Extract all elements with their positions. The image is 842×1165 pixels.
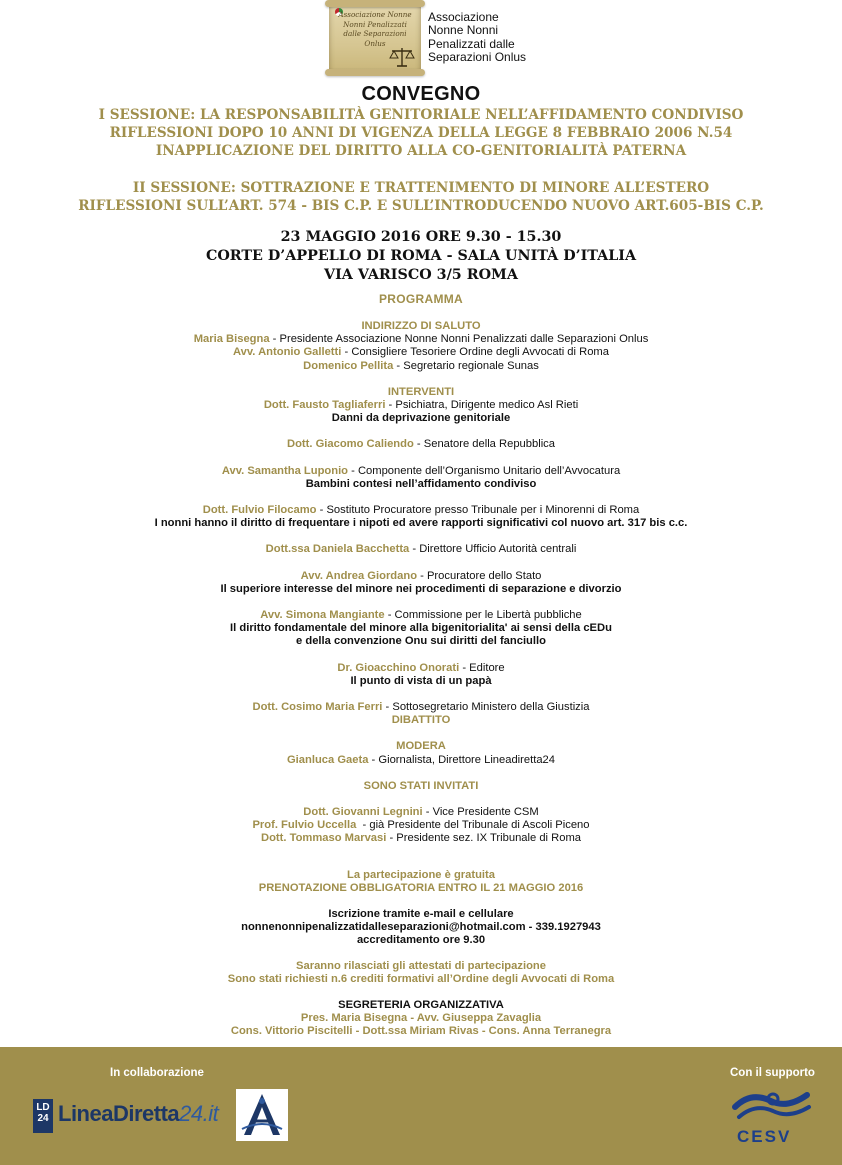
secretariat-line: Pres. Maria Bisegna - Avv. Giuseppa Zavaglia xyxy=(300,1012,542,1025)
speaker-name: Dott. Cosimo Maria Ferri xyxy=(252,701,383,714)
speaker-line xyxy=(0,333,842,346)
participation-info xyxy=(0,869,842,895)
secretariat-heading: SEGRETERIA ORGANIZZATIVA xyxy=(338,999,504,1011)
lineadiretta-name: LineaDiretta xyxy=(58,1101,180,1126)
speaker-name: Dr. Gioacchino Onorati xyxy=(337,661,460,674)
section-heading: INTERVENTI xyxy=(387,385,455,398)
speaker-line xyxy=(0,360,842,373)
talk-title: I nonni hanno il diritto di frequentare i nipoti ed avere rapporti significativi col nuovo art. 317 bis c.c. xyxy=(154,517,688,530)
cesv-name: CESV xyxy=(737,1127,792,1146)
talk-title: Bambini contesi nell’affidamento condiviso xyxy=(305,477,537,490)
letter-a-emblem-icon xyxy=(236,1089,288,1141)
booking-deadline: PRENOTAZIONE OBBLIGATORIA ENTRO IL 21 MAGGIO 2016 xyxy=(258,882,584,895)
session-line: II SESSIONE: SOTTRAZIONE E TRATTENIMENTO DI MINORE ALL’ESTERO xyxy=(132,180,710,196)
section-heading: SONO STATI INVITATI xyxy=(363,779,479,792)
secretariat-line: Cons. Vittorio Piscitelli - Dott.ssa Miriam Rivas - Cons. Anna Terranegra xyxy=(230,1025,612,1038)
logo-lettering: Associazione Nonne Nonni Penalizzati dalle Separazioni Onlus xyxy=(338,10,412,48)
organization-name xyxy=(428,11,526,64)
credits-info xyxy=(0,960,842,986)
support-label: Con il supporto xyxy=(730,1067,815,1079)
speaker-role: - Sostituto Procuratore presso Tribunale per i Minorenni di Roma xyxy=(316,504,640,517)
partner-association-logo xyxy=(236,1089,288,1141)
session-line: RIFLESSIONI DOPO 10 ANNI DI VIGENZA DELLA LEGGE 8 FEBBRAIO 2006 N.54 xyxy=(109,125,733,141)
speaker-name: Prof. Fulvio Uccella xyxy=(252,819,357,832)
speaker-role: - Presidente Associazione Nonne Nonni Penalizzati dalle Separazioni Onlus xyxy=(269,333,649,346)
talk-title: Il diritto fondamentale del minore alla bigenitorialita' ai sensi della cEDu xyxy=(230,622,612,635)
speaker-line xyxy=(0,465,842,478)
program xyxy=(0,320,842,846)
lineadiretta-logo xyxy=(58,1101,218,1127)
speaker-line xyxy=(0,806,842,819)
talk-title: Il superiore interesse del minore nei procedimenti di separazione e divorzio xyxy=(220,582,622,595)
speaker-line xyxy=(0,701,842,714)
speaker-line xyxy=(0,662,842,675)
org-line: Nonne Nonni xyxy=(428,23,499,38)
speaker-line xyxy=(0,832,842,845)
speaker-name: Avv. Andrea Giordano xyxy=(300,569,418,582)
session-line: I SESSIONE: LA RESPONSABILITÀ GENITORIALE NELL’AFFIDAMENTO CONDIVISO xyxy=(98,107,744,123)
page-title: CONVEGNO xyxy=(361,83,481,105)
speaker-line xyxy=(0,504,842,517)
free-entry: La partecipazione è gratuita xyxy=(347,869,495,881)
event-date: 23 MAGGIO 2016 ORE 9.30 - 15.30 xyxy=(280,229,562,245)
speaker-role: - Consigliere Tesoriere Ordine degli Avvocati di Roma xyxy=(341,346,609,359)
session-line: INAPPLICAZIONE DEL DIRITTO ALLA CO-GENITORIALITÀ PATERNA xyxy=(155,143,687,159)
collaboration-label: In collaborazione xyxy=(110,1067,204,1079)
registration-label: Iscrizione tramite e-mail e cellulare xyxy=(328,908,514,920)
programma-heading: PROGRAMMA xyxy=(378,292,464,306)
certificates-note: Saranno rilasciati gli attestati di partecipazione xyxy=(296,960,546,972)
speaker-role: - Senatore della Repubblica xyxy=(413,438,555,451)
speaker-role: - Procuratore dello Stato xyxy=(417,569,542,582)
scales-of-justice-icon xyxy=(389,46,415,68)
speaker-role: - Segretario regionale Sunas xyxy=(393,359,539,372)
speaker-line xyxy=(0,609,842,622)
org-line: Associazione xyxy=(428,10,499,24)
org-line: Separazioni Onlus xyxy=(428,49,527,64)
org-line: Penalizzati dalle xyxy=(428,36,515,51)
speaker-name: Maria Bisegna xyxy=(193,333,270,346)
speaker-line xyxy=(0,438,842,451)
lineadiretta-suffix: 24.it xyxy=(179,1101,219,1126)
speaker-role: - Vice Presidente CSM xyxy=(422,806,539,819)
speaker-name: Domenico Pellita xyxy=(303,359,394,372)
lineadiretta-logo-mark: LD 24 xyxy=(33,1099,53,1133)
footer-band xyxy=(0,1047,842,1165)
session-one xyxy=(0,106,842,160)
speaker-name: Dott. Tommaso Marvasi xyxy=(260,832,387,845)
speaker-name: Gianluca Gaeta xyxy=(286,753,369,766)
speaker-role: - Giornalista, Direttore Lineadiretta24 xyxy=(368,753,556,766)
speaker-name: Dott. Giovanni Legnini xyxy=(303,806,423,819)
speaker-role: - Direttore Ufficio Autorità centrali xyxy=(409,543,577,556)
date-venue xyxy=(0,228,842,285)
speaker-line xyxy=(0,754,842,767)
speaker-line xyxy=(0,399,842,412)
speaker-name: Dott.ssa Daniela Bacchetta xyxy=(265,543,410,556)
speaker-name: Dott. Fulvio Filocamo xyxy=(202,504,317,517)
talk-title: Danni da deprivazione genitoriale xyxy=(331,412,511,425)
speaker-role: - già Presidente del Tribunale di Ascoli Piceno xyxy=(356,819,590,832)
event-venue: CORTE D’APPELLO DI ROMA - SALA UNITÀ D’ITALIA xyxy=(205,248,637,264)
registration-info xyxy=(0,908,842,948)
talk-title: Il punto di vista di un papà xyxy=(350,674,492,687)
talk-title: e della convenzione Onu sui diritti del fanciullo xyxy=(296,635,546,648)
speaker-name: Avv. Antonio Galletti xyxy=(233,346,342,359)
section-heading: MODERA xyxy=(396,740,446,753)
dibattito-label: DIBATTITO xyxy=(391,714,451,727)
speaker-role: - Commissione per le Libertà pubbliche xyxy=(384,609,582,622)
speaker-name: Avv. Samantha Luponio xyxy=(221,464,349,477)
speaker-line xyxy=(0,543,842,556)
speaker-line xyxy=(0,570,842,583)
association-logo xyxy=(329,2,421,74)
speaker-role: - Sottosegretario Ministero della Giustizia xyxy=(382,701,590,714)
speaker-role: - Editore xyxy=(459,661,505,674)
speaker-name: Avv. Simona Mangiante xyxy=(260,609,385,622)
credits-note: Sono stati richiesti n.6 crediti formativi all’Ordine degli Avvocati di Roma xyxy=(227,973,615,986)
speaker-role: - Psichiatra, Dirigente medico Asl Rieti xyxy=(385,399,579,412)
speaker-role: - Presidente sez. IX Tribunale di Roma xyxy=(386,832,581,845)
organizing-secretariat xyxy=(0,999,842,1039)
speaker-name: Dott. Fausto Tagliaferri xyxy=(263,399,386,412)
session-line: RIFLESSIONI SULL’ART. 574 - BIS C.P. E SULL’INTRODUCENDO NUOVO ART.605-BIS C.P. xyxy=(78,198,764,214)
registration-contact: nonnenonnipenalizzatidalleseparazioni@hotmail.com - 339.1927943 xyxy=(241,921,601,934)
speaker-name: Dott. Giacomo Caliendo xyxy=(287,438,414,451)
speaker-role: - Componente dell’Organismo Unitario dell’Avvocatura xyxy=(348,464,621,477)
section-heading: INDIRIZZO DI SALUTO xyxy=(361,320,481,332)
session-two xyxy=(0,179,842,215)
speaker-line xyxy=(0,819,842,832)
speaker-line xyxy=(0,346,842,359)
accreditation-time: accreditamento ore 9.30 xyxy=(356,934,486,947)
event-address: VIA VARISCO 3/5 ROMA xyxy=(324,267,518,283)
